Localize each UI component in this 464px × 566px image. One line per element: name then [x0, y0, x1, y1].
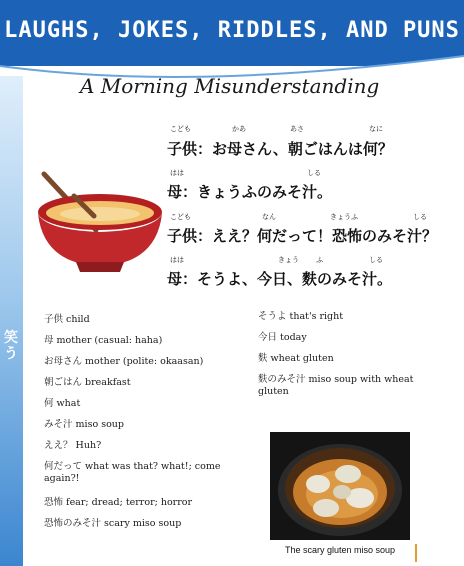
article-title: A Morning Misunderstanding: [80, 74, 380, 98]
soup-photo: [270, 432, 410, 540]
photo-caption: The scary gluten miso soup: [284, 545, 396, 555]
vocab-meaning: today: [280, 332, 307, 343]
dialogue-line: 母：そうよ、今日、麩のみそ汁。: [167, 270, 393, 288]
vocab-meaning: fear; dread; terror; horror: [66, 497, 193, 508]
miso-soup-image: [270, 432, 410, 540]
side-strip: [0, 76, 23, 566]
vocab-term: ええ？: [44, 440, 73, 451]
vocab-term: みそ汁: [44, 419, 73, 430]
vocab-item: [44, 398, 254, 410]
vocab-term: 母: [44, 335, 54, 346]
vocab-meaning: scary miso soup: [104, 518, 182, 529]
vocab-term: 子供: [44, 314, 64, 325]
furigana: しる: [369, 256, 383, 264]
vocab-term: お母さん: [44, 356, 83, 367]
vocab-meaning: miso soup: [75, 419, 125, 430]
furigana: しる: [307, 169, 321, 177]
caption-accent-bar: [415, 544, 417, 562]
vocab-item: [44, 440, 254, 452]
vocab-term: 麩のみそ汁: [258, 374, 306, 385]
furigana: こども: [170, 125, 191, 133]
vocab-item: [44, 518, 254, 530]
vocab-term: 朝ごはん: [44, 377, 83, 388]
vocab-meaning: child: [66, 314, 90, 325]
vocab-item: [44, 356, 254, 368]
vocab-meaning: wheat gluten: [270, 353, 334, 364]
furigana: こども: [170, 213, 191, 221]
vocab-meaning: breakfast: [85, 377, 131, 388]
furigana: ふ: [316, 256, 323, 264]
furigana: しる: [413, 213, 427, 221]
vocab-meaning: mother (casual: haha): [56, 335, 163, 346]
furigana: きょう: [278, 256, 299, 264]
vocab-meaning: that's right: [289, 311, 344, 322]
vocab-item: [44, 497, 254, 509]
vocab-item: [258, 311, 434, 323]
furigana: かあ: [232, 125, 246, 133]
vocab-meaning: Huh?: [75, 440, 102, 451]
vocab-meaning: miso soup with wheat gluten: [258, 374, 414, 397]
vocab-term: 何だって: [44, 461, 83, 472]
vocab-item: [44, 314, 254, 326]
vocab-item: [44, 335, 254, 347]
vocab-item: [258, 374, 434, 398]
banner-title: LAUGHS, JOKES, RIDDLES, AND PUNS: [4, 18, 460, 43]
soup-bowl-icon: [36, 166, 164, 276]
vocab-term: 何: [44, 398, 54, 409]
furigana: きょうふ: [330, 213, 358, 221]
vocab-meaning: what was that? what!; come again?!: [44, 461, 221, 484]
vocab-term: 今日: [258, 332, 278, 343]
vocab-item: [44, 377, 254, 389]
vocab-item: [258, 332, 434, 344]
vocab-item: [44, 419, 254, 431]
side-label: 笑う: [4, 330, 18, 362]
furigana: はは: [170, 169, 184, 177]
vocab-meaning: what: [56, 398, 81, 409]
dialogue-line: 母：きょうふのみそ汁。: [167, 183, 333, 201]
furigana: あさ: [290, 125, 304, 133]
furigana: なに: [369, 125, 383, 133]
vocab-term: 恐怖のみそ汁: [44, 518, 102, 529]
dialogue-line: 子供：お母さん、朝ごはんは何？: [167, 140, 393, 158]
vocab-term: 恐怖: [44, 497, 64, 508]
vocab-term: 麩: [258, 353, 268, 364]
vocab-item: [258, 353, 434, 365]
dialogue-line: 子供：ええ？何だって！恐怖のみそ汁？: [167, 227, 438, 245]
vocab-meaning: mother (polite: okaasan): [85, 356, 204, 367]
vocab-term: そうよ: [258, 311, 287, 322]
furigana: なん: [262, 213, 276, 221]
furigana: はは: [170, 256, 184, 264]
vocab-item: [44, 461, 254, 485]
